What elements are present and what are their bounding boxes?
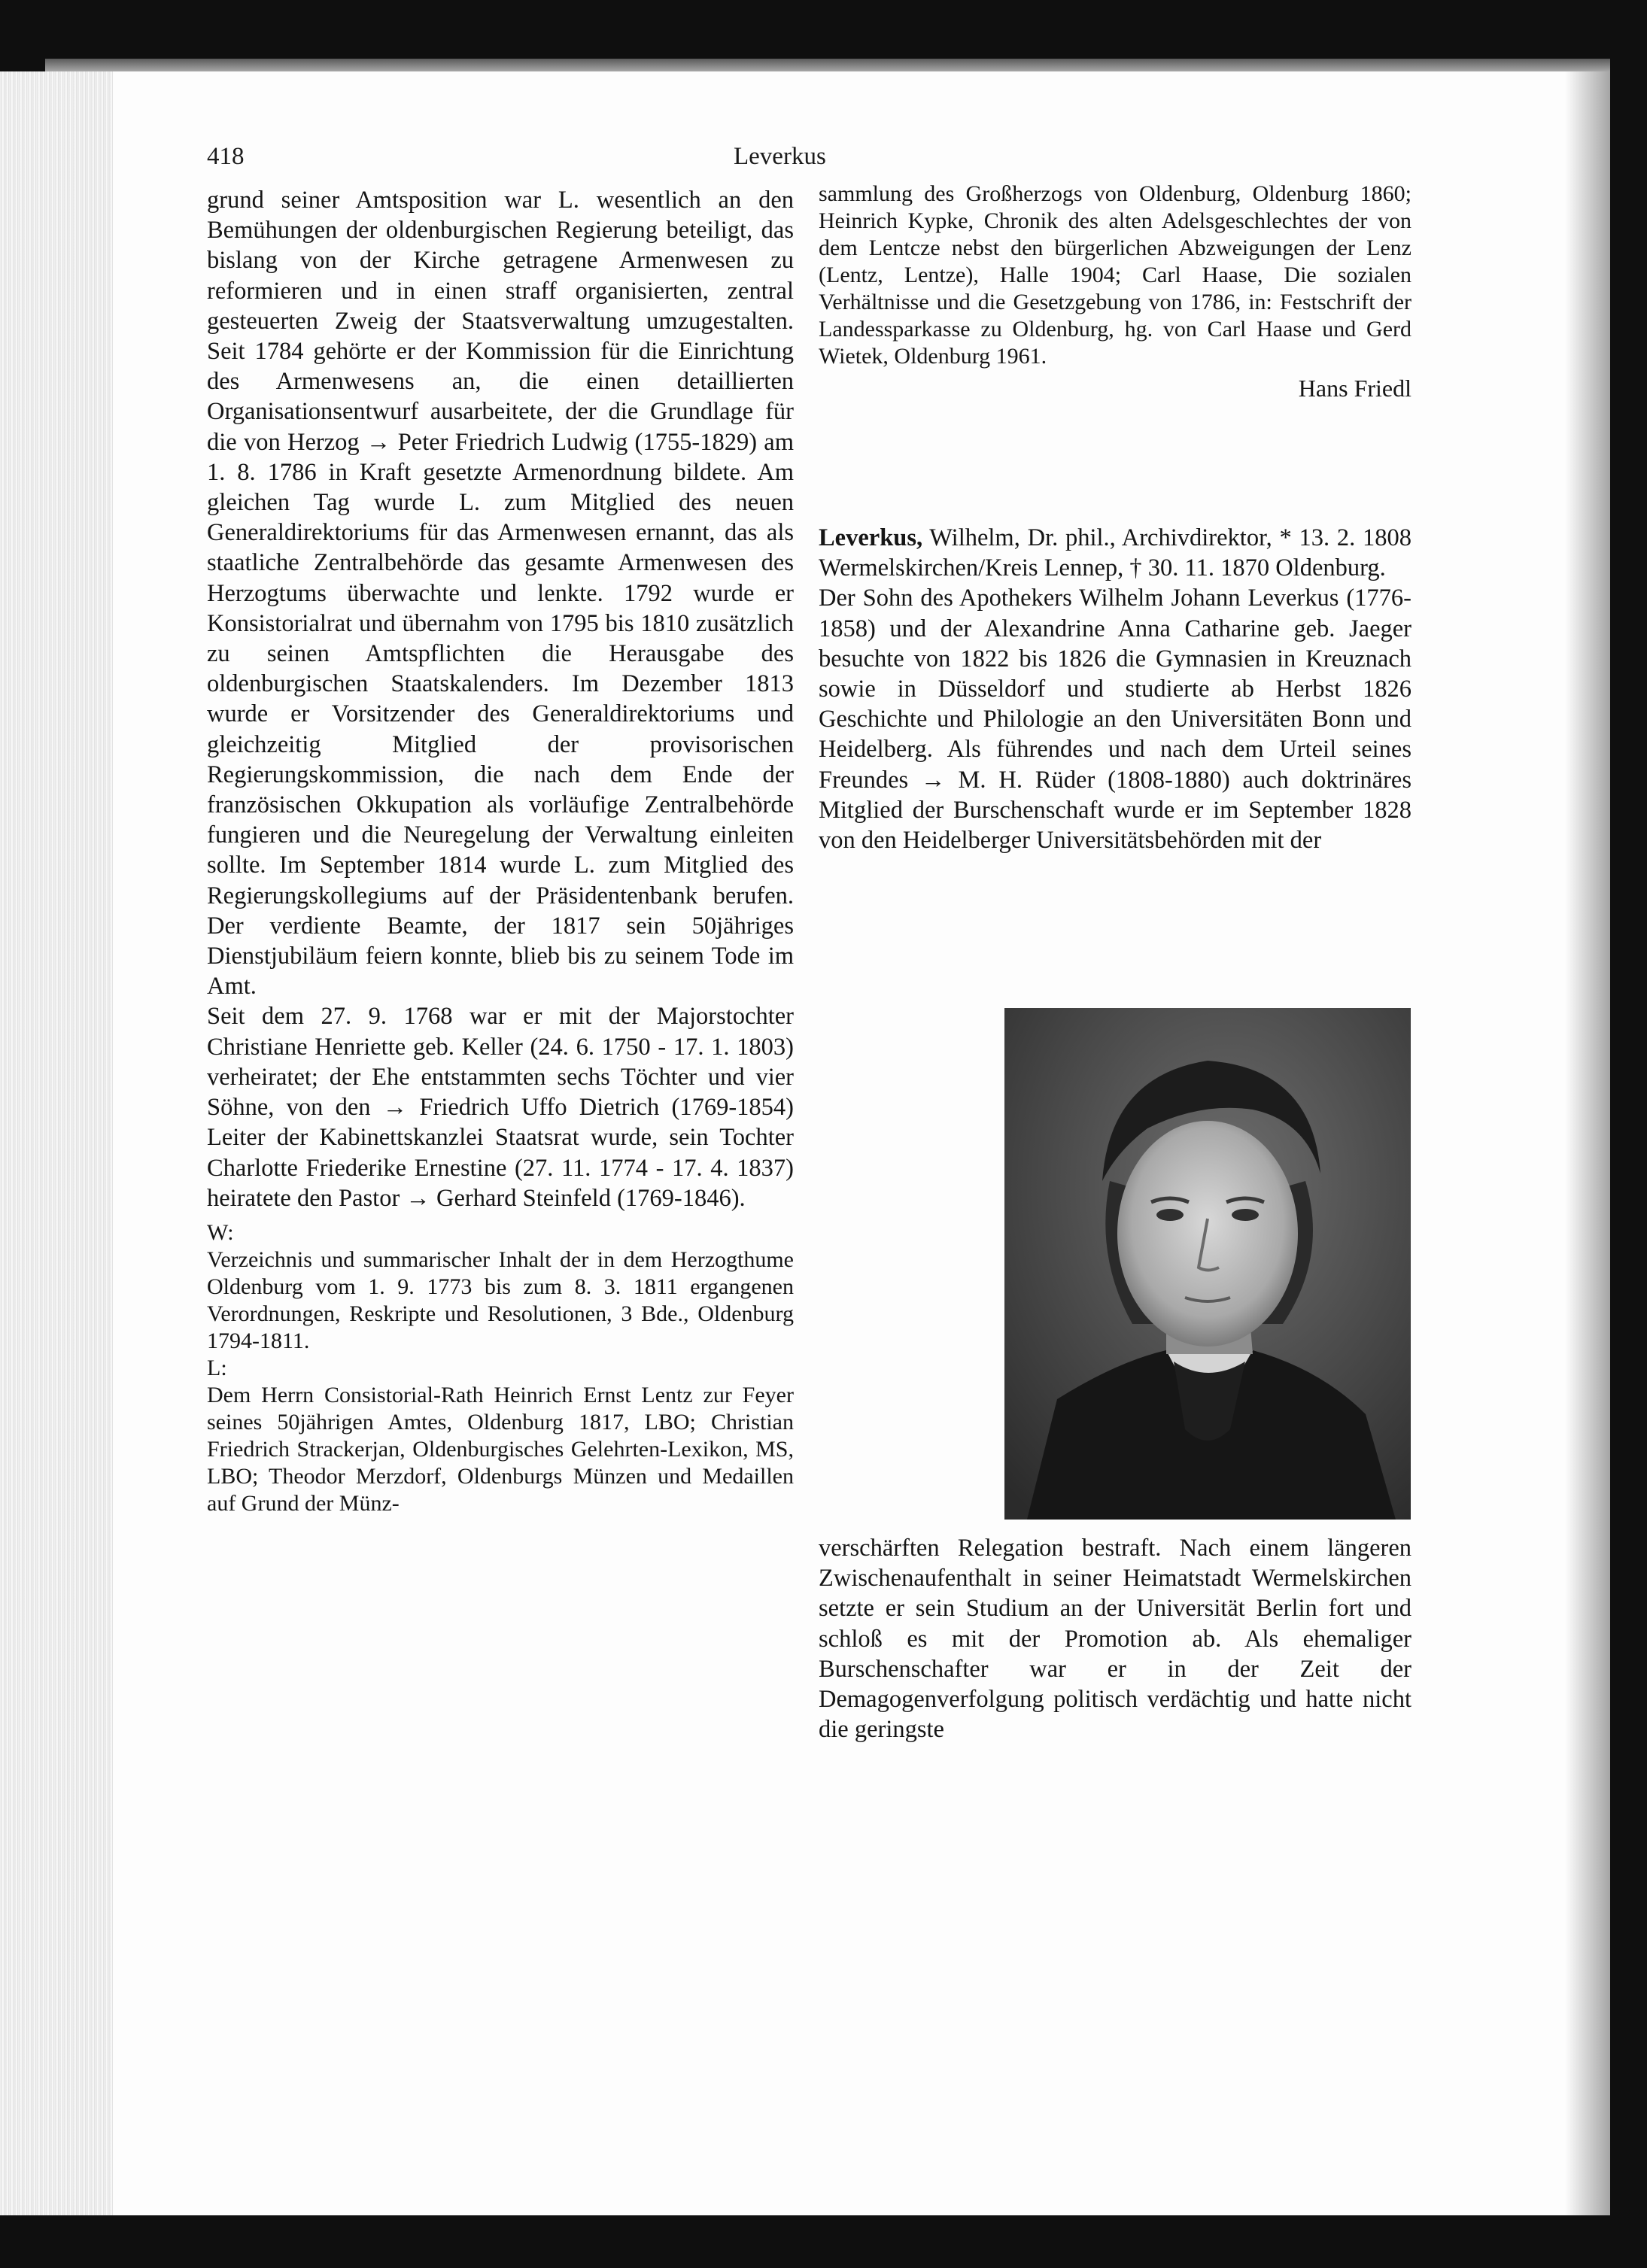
entry-heading [819,523,1411,583]
body-paragraph: Seit dem 27. 9. 1768 war er mit der Majorstochter Christiane Henriette geb. Keller (24. 6. 1750 - 17. 1. 1803) verheiratet; der Ehe entstammten sechs Töchter und vier Söhne, von den → Friedrich Uffo Dietrich (1769-1854) Leiter der Kabinettskanzlei Staatsrat wurde, sein Tochter Charlotte Friederike Ernestine (27. 11. 1774 - 17. 4. 1837) heiratete den Pastor → Gerhard Steinfeld (1769-1846). [207,1003,794,1212]
body-paragraph: grund seiner Amtsposition war L. wesentlich an den Bemühungen der oldenburgischen Regierung beteiligt, das bislang von der Kirche getragene Armenwesen zu reformieren und in einen straff organisierten, zentral gesteuerten Zweig der Staatsverwaltung umzugestalten. Seit 1784 gehörte er der Kommission für die Einrichtung des Armenwesens an, die einen detaillierten Organisationsentwurf ausarbeitete, der die Grundlage für die von Herzog → Peter Friedrich Ludwig (1755-1829) am 1. 8. 1786 in Kraft gesetzte Armenordnung bildete. Am gleichen Tag wurde L. zum Mitglied des neuen Generaldirektoriums für das Armenwesen ernannt, das als staatliche Zentralbehörde das gesamte Armenwesen des Herzogtums überwachte und lenkte. 1792 wurde er Konsistorialrat und übernahm von 1795 bis 1810 zusätzlich zu seinen Amtspflichten die Herausgabe des oldenburgischen Staatskalenders. Im Dezember 1813 wurde er Vorsitzender des Generaldirektoriums und gleichzeitig Mitglied der provisorischen Regierungskommission, die nach dem Ende der französischen Okkupation als vorläufige Zentralbehörde fungieren und die Neuregelung der Verwaltung einleiten sollte. Im September 1814 wurde L. zum Mitglied des Regierungskollegiums auf der Präsidentenbank berufen. Der verdiente Beamte, der 1817 sein 50jähriges Dienstjubiläum feiern konnte, blieb bis zu seinem Tode im Amt. [207,187,794,1000]
right-column-continued [819,1533,1411,1744]
portrait-image [1004,1008,1411,1520]
page-edges [0,71,128,2215]
entry-text: Der Sohn des Apothekers Wilhelm Johann Leverkus (1776-1858) und der Alexandrine Anna Catharine geb. Jaeger besuchte von 1822 bis 1826 die Gymnasien in Kreuznach sowie in Düsseldorf und studierte ab Herbst 1826 Geschichte und Philologie an den Universitäten Bonn und Heidelberg. Als führendes und nach dem Urteil seines Freundes → M. H. Rüder (1808-1880) auch doktrinäres Mitglied der Burschenschaft wurde er im September 1828 von den Heidelberger Universitätsbehörden mit der [819,584,1411,855]
page-number: 418 [207,143,245,170]
works-text: Verzeichnis und summarischer Inhalt der in dem Herzogthume Oldenburg vom 1. 9. 1773 bis zum 8. 3. 1811 ergangenen Verordnungen, Reskripte und Resolutionen, 3 Bde., Oldenburg 1794-1811. [207,1246,794,1353]
right-column-literature [819,181,1411,402]
author-signature: Hans Friedl [1298,375,1411,402]
literature-text: Dem Herrn Consistorial-Rath Heinrich Ernst Lentz zur Feyer seines 50jährigen Amtes, Oldenburg 1817, LBO; Christian Friedrich Strackerjan, Oldenburgisches Gelehrten-Lexikon, MS, LBO; Theodor Merzdorf, Oldenburgs Münzen und Medaillen auf Grund der Münz- [207,1382,794,1516]
left-column [207,185,794,1517]
entry-lemma: Leverkus, [819,524,923,551]
right-column-entry [819,523,1411,855]
running-title: Leverkus [734,143,826,170]
literature-label: L: [207,1355,227,1380]
entry-head: Wilhelm, Dr. phil., Archivdirektor, * 13. 2. 1808 Wermelskirchen/Kreis Lennep, † 30. 11. 1870 Oldenburg. [819,524,1411,582]
literature-continued: sammlung des Großherzogs von Oldenburg, Oldenburg 1860; Heinrich Kypke, Chronik des alten Adelsgeschlechtes der von dem Lentcze nebst den bürgerlichen Abzweigungen der Lenz (Lentz, Lentze), Halle 1904; Carl Haase, Die sozialen Verhältnisse und die Gesetzgebung von 1786, in: Festschrift der Landessparkasse zu Oldenburg, hg. von Carl Haase und Gerd Wietek, Oldenburg 1961. [819,181,1411,369]
entry-text-continued: verschärften Relegation bestraft. Nach einem längeren Zwischenaufenthalt in seiner Heimatstadt Wermelskirchen setzte er sein Studium an der Universität Berlin fort und schloß es mit der Promotion ab. Als ehemaliger Burschenschafter war er in der Zeit der Demagogenverfolgung politisch verdächtig und hatte nicht die geringste [819,1535,1411,1744]
works-label: W: [207,1219,234,1245]
spine-shadow [1565,71,1610,2215]
